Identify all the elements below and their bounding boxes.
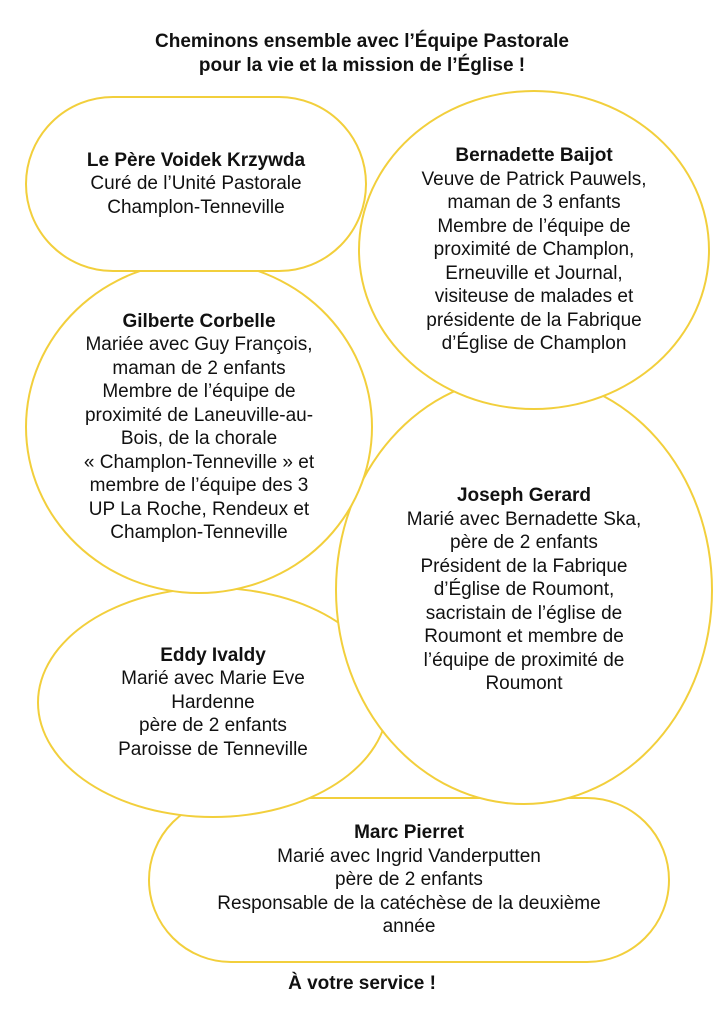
member-detail-line: d’Église de Champlon <box>441 333 627 355</box>
member-card-content <box>87 149 305 220</box>
member-detail-line: Membre de l’équipe de <box>437 215 631 237</box>
member-detail-line: d’Église de Roumont, <box>433 579 615 601</box>
member-detail-line: UP La Roche, Rendeux et <box>88 498 310 520</box>
member-detail-line: Marié avec Marie Eve <box>121 668 305 690</box>
member-detail-line: proximité de Laneuville-au- <box>84 404 314 426</box>
member-bubble-bernadette-baijot <box>358 90 710 410</box>
member-detail-line: père de 2 enfants <box>450 532 598 554</box>
title-line-1: Cheminons ensemble avec l’Équipe Pastorale <box>155 31 569 52</box>
member-card-content <box>407 484 641 696</box>
member-detail-line: Champlon-Tenneville <box>107 196 285 218</box>
member-detail-line: Mariée avec Guy François, <box>85 334 313 355</box>
member-detail-line: Responsable de la catéchèse de la deuxième <box>217 892 601 914</box>
member-detail-line: l’équipe de proximité de <box>423 649 625 671</box>
footer-tagline: À votre service ! <box>288 973 436 994</box>
member-detail-line: maman de 2 enfants <box>112 357 286 379</box>
member-detail-line: Roumont <box>485 673 563 695</box>
member-card-content <box>217 821 600 939</box>
member-detail-line: père de 2 enfants <box>139 715 287 737</box>
member-detail-line: année <box>382 916 436 938</box>
member-detail-line: Marié avec Ingrid Vanderputten <box>277 845 541 867</box>
member-detail-line: Roumont et membre de <box>424 626 624 648</box>
member-detail-line: Paroisse de Tenneville <box>118 738 308 760</box>
member-detail-line: Membre de l’équipe de <box>102 381 296 402</box>
member-detail-line: Hardenne <box>171 691 255 713</box>
member-detail-line: sacristain de l’église de <box>425 602 623 624</box>
member-detail-line: Bois, de la chorale <box>120 428 278 449</box>
member-bubble-voidek-krzywda <box>25 96 367 272</box>
member-detail-line: Curé de l’Unité Pastorale <box>90 173 302 195</box>
member-card-content <box>84 310 314 545</box>
member-detail-line: « Champlon-Tenneville » et <box>83 451 315 473</box>
member-name: Eddy Ivaldy <box>160 644 266 666</box>
member-detail-line: Marié avec Bernadette Ska, <box>406 508 642 530</box>
member-card-content <box>118 644 308 762</box>
member-detail-line: présidente de la Fabrique <box>426 309 642 331</box>
member-name: Bernadette Baijot <box>455 145 613 167</box>
member-detail-line: Erneuville et Journal, <box>445 262 623 284</box>
member-name: Joseph Gerard <box>456 485 592 507</box>
member-detail-line: maman de 3 enfants <box>447 192 621 214</box>
member-bubble-gilberte-corbelle <box>25 260 373 594</box>
member-bubble-joseph-gerard <box>335 375 713 805</box>
member-detail-line: Veuve de Patrick Pauwels, <box>421 168 647 190</box>
member-name: Gilberte Corbelle <box>122 310 276 332</box>
page-title <box>0 30 724 78</box>
title-line-2: pour la vie et la mission de l’Église ! <box>198 55 526 76</box>
member-detail-line: Champlon-Tenneville <box>110 522 288 543</box>
member-name: Marc Pierret <box>354 822 464 844</box>
member-detail-line: père de 2 enfants <box>335 869 483 891</box>
member-detail-line: membre de l’équipe des 3 <box>89 475 309 496</box>
member-card-content <box>422 144 647 356</box>
member-name: Le Père Voidek Krzywda <box>86 149 306 171</box>
member-bubble-marc-pierret <box>148 797 670 963</box>
member-detail-line: proximité de Champlon, <box>433 239 635 261</box>
member-detail-line: visiteuse de malades et <box>434 286 634 308</box>
member-detail-line: Président de la Fabrique <box>420 555 628 577</box>
